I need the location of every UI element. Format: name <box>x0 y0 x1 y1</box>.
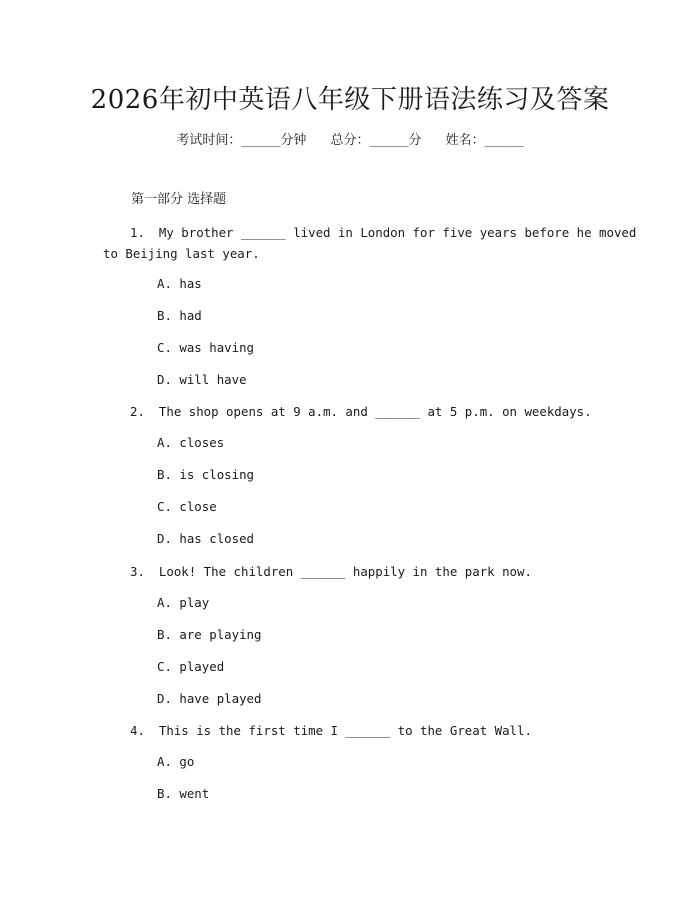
option-letter: C. <box>157 499 172 514</box>
option-3d <box>157 689 261 709</box>
option-2c <box>157 497 217 517</box>
option-letter: B. <box>157 308 172 323</box>
option-text: are playing <box>179 627 262 642</box>
option-text: play <box>179 595 210 610</box>
question-2 <box>103 401 603 422</box>
question-number: 3. <box>130 564 145 579</box>
option-letter: C. <box>157 340 172 355</box>
option-1c <box>157 338 254 358</box>
option-3b <box>157 625 261 645</box>
option-3c <box>157 657 224 677</box>
section-title: 第一部分 选择题 <box>131 192 227 207</box>
option-letter: D. <box>157 691 172 706</box>
option-text: have played <box>179 691 262 706</box>
question-text: This is the first time I ______ to the Great Wall. <box>158 723 532 738</box>
question-1 <box>103 222 637 264</box>
option-text: is closing <box>179 467 254 482</box>
option-1a <box>157 274 202 294</box>
option-4a <box>157 752 194 772</box>
option-letter: A. <box>157 276 172 291</box>
question-text: My brother ______ lived in London for five years before he moved <box>158 225 637 240</box>
option-3a <box>157 593 209 613</box>
option-letter: B. <box>157 627 172 642</box>
option-letter: C. <box>157 659 172 674</box>
student-name-field: 姓名：______ <box>445 133 524 148</box>
option-text: was having <box>179 340 254 355</box>
option-text: has closed <box>179 531 254 546</box>
option-letter: D. <box>157 531 172 546</box>
question-text-continued: to Beijing last year. <box>103 246 260 261</box>
option-letter: A. <box>157 435 172 450</box>
option-2d <box>157 529 254 549</box>
option-letter: B. <box>157 786 172 801</box>
option-text: has <box>179 276 202 291</box>
option-text: went <box>179 786 210 801</box>
option-2a <box>157 433 224 453</box>
document-title: 2026年初中英语八年级下册语法练习及答案 <box>90 85 610 115</box>
option-letter: A. <box>157 595 172 610</box>
question-number: 2. <box>130 404 145 419</box>
option-letter: B. <box>157 467 172 482</box>
question-number: 1. <box>130 225 145 240</box>
option-text: go <box>179 754 195 769</box>
question-3 <box>103 561 603 582</box>
option-4b <box>157 784 209 804</box>
option-text: close <box>179 499 217 514</box>
exam-meta-row <box>0 130 700 152</box>
option-text: had <box>179 308 202 323</box>
option-text: played <box>179 659 225 674</box>
option-letter: A. <box>157 754 172 769</box>
question-text: The shop opens at 9 a.m. and ______ at 5 p.m. on weekdays. <box>158 404 592 419</box>
option-2b <box>157 465 254 485</box>
question-4 <box>103 720 603 741</box>
option-letter: D. <box>157 372 172 387</box>
question-number: 4. <box>130 723 145 738</box>
exam-time-field: 考试时间：______分钟 <box>176 133 307 148</box>
option-1d <box>157 370 247 390</box>
option-1b <box>157 306 202 326</box>
option-text: closes <box>179 435 225 450</box>
total-score-field: 总分：______分 <box>330 133 422 148</box>
option-text: will have <box>179 372 247 387</box>
question-text: Look! The children ______ happily in the park now. <box>158 564 532 579</box>
